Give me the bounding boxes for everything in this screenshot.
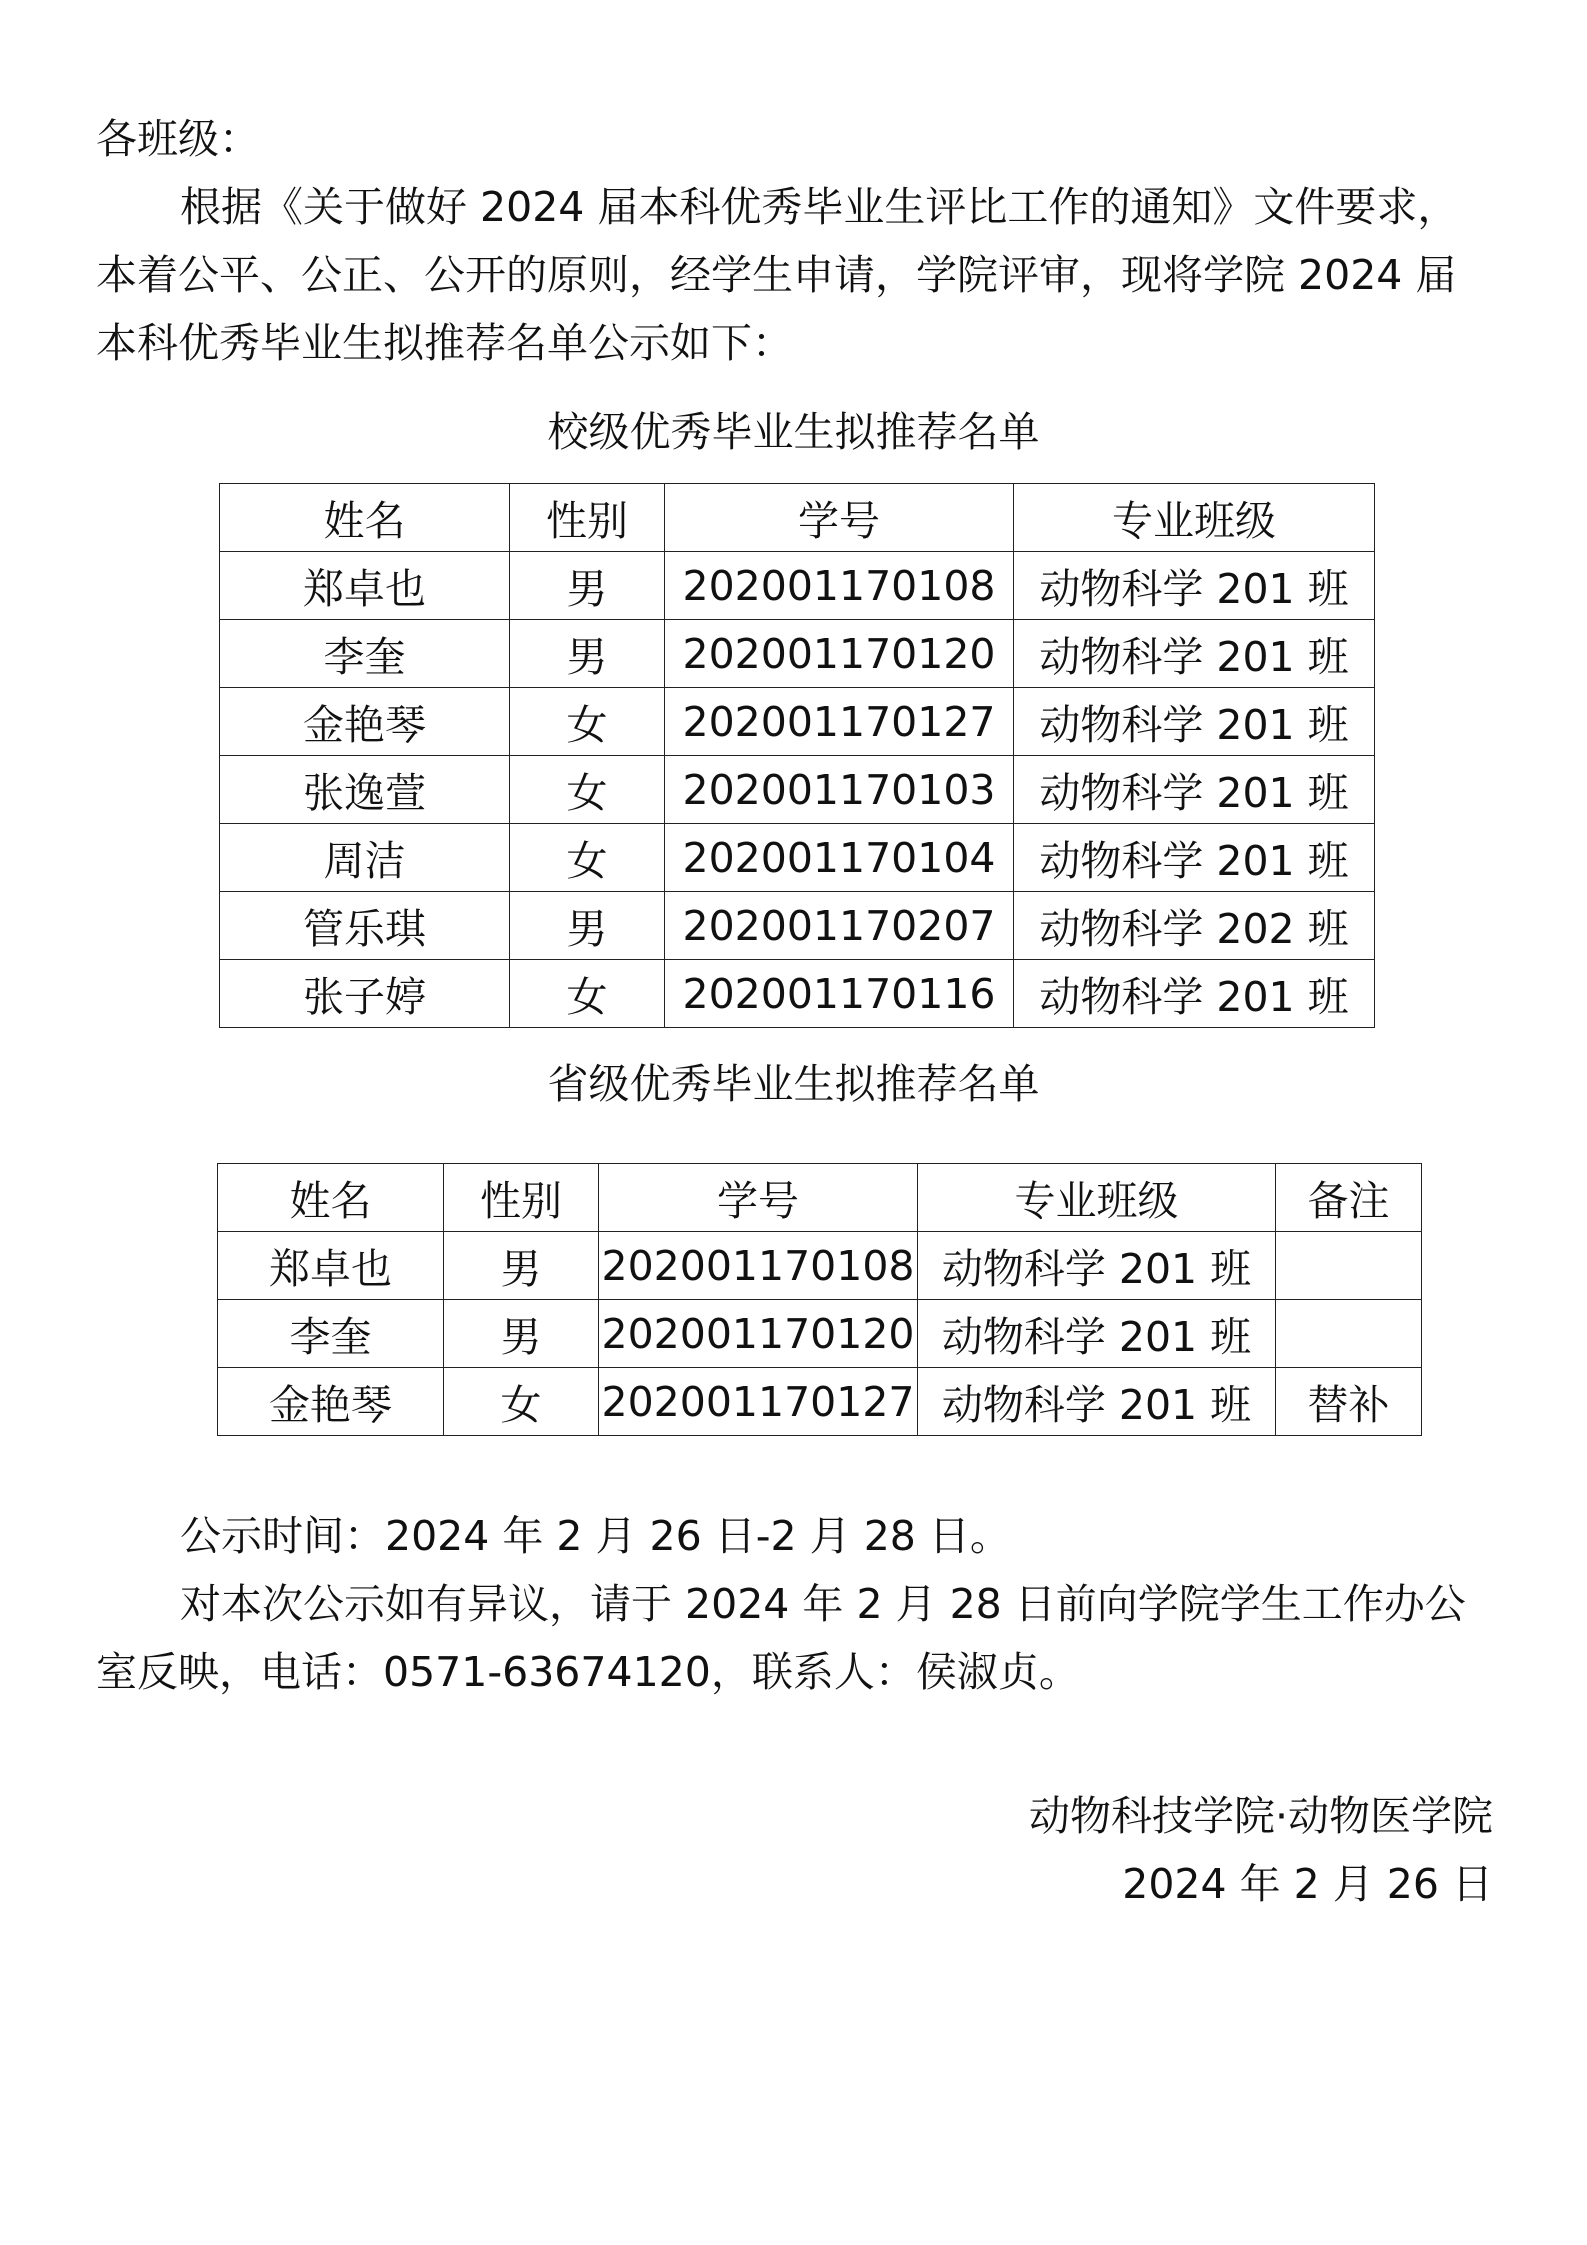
notice-time-text: 公示时间：2024 年 2 月 26 日-2 月 28 日。 xyxy=(180,1512,1011,1560)
cell-gender: 女 xyxy=(444,1368,599,1436)
table-header-row xyxy=(220,484,1375,552)
cell-student-id: 202001170127 xyxy=(599,1368,918,1436)
cell-major-class: 动物科学 201 班 xyxy=(918,1232,1276,1300)
intro-line-3: 本科优秀毕业生拟推荐名单公示如下： xyxy=(96,319,793,367)
table-row xyxy=(220,960,1375,1028)
cell-major-class: 动物科学 201 班 xyxy=(1014,620,1375,688)
signature-date: 2024 年 2 月 26 日 xyxy=(1122,1860,1493,1908)
intro-line-1: 根据《关于做好 2024 届本科优秀毕业生评比工作的通知》文件要求， xyxy=(180,183,1459,231)
cell-major-class: 动物科学 201 班 xyxy=(918,1368,1276,1436)
table-row xyxy=(218,1300,1422,1368)
signature-org: 动物科技学院·动物医学院 xyxy=(1028,1792,1493,1840)
notice-time xyxy=(96,1502,1496,1570)
cell-major-class: 动物科学 201 班 xyxy=(1014,824,1375,892)
cell-student-id: 202001170104 xyxy=(665,824,1014,892)
table-row xyxy=(218,1368,1422,1436)
cell-student-id: 202001170116 xyxy=(665,960,1014,1028)
cell-gender: 男 xyxy=(444,1300,599,1368)
cell-name: 李奎 xyxy=(220,620,510,688)
table-row xyxy=(220,620,1375,688)
header-name: 姓名 xyxy=(220,484,510,552)
cell-name: 张子婷 xyxy=(220,960,510,1028)
table-row xyxy=(220,688,1375,756)
cell-student-id: 202001170108 xyxy=(599,1232,918,1300)
notice-objection-line-1: 对本次公示如有异议，请于 2024 年 2 月 28 日前向学院学生工作办公 xyxy=(180,1580,1466,1628)
cell-gender: 男 xyxy=(510,620,665,688)
table-row xyxy=(220,552,1375,620)
cell-name: 张逸萱 xyxy=(220,756,510,824)
header-major-class: 专业班级 xyxy=(918,1164,1276,1232)
cell-gender: 女 xyxy=(510,960,665,1028)
cell-name: 郑卓也 xyxy=(218,1232,444,1300)
cell-student-id: 202001170103 xyxy=(665,756,1014,824)
cell-remark: 替补 xyxy=(1276,1368,1422,1436)
header-major-class: 专业班级 xyxy=(1014,484,1375,552)
table-row xyxy=(220,756,1375,824)
table-header-row xyxy=(218,1164,1422,1232)
greeting: 各班级： xyxy=(96,115,260,163)
cell-gender: 女 xyxy=(510,824,665,892)
notice-objection xyxy=(96,1570,1496,1706)
cell-major-class: 动物科学 201 班 xyxy=(1014,756,1375,824)
header-remark: 备注 xyxy=(1276,1164,1422,1232)
table-row xyxy=(220,824,1375,892)
header-student-id: 学号 xyxy=(599,1164,918,1232)
cell-major-class: 动物科学 201 班 xyxy=(1014,688,1375,756)
cell-gender: 男 xyxy=(510,552,665,620)
table-row xyxy=(218,1232,1422,1300)
cell-gender: 男 xyxy=(510,892,665,960)
cell-name: 郑卓也 xyxy=(220,552,510,620)
cell-gender: 男 xyxy=(444,1232,599,1300)
cell-name: 李奎 xyxy=(218,1300,444,1368)
school-list-table xyxy=(219,483,1375,1028)
cell-name: 周洁 xyxy=(220,824,510,892)
province-list-title: 省级优秀毕业生拟推荐名单 xyxy=(547,1060,1040,1108)
intro-line-2: 本着公平、公正、公开的原则，经学生申请，学院评审，现将学院 2024 届 xyxy=(96,251,1457,299)
header-name: 姓名 xyxy=(218,1164,444,1232)
cell-major-class: 动物科学 201 班 xyxy=(1014,552,1375,620)
cell-student-id: 202001170127 xyxy=(665,688,1014,756)
header-gender: 性别 xyxy=(444,1164,599,1232)
cell-name: 金艳琴 xyxy=(218,1368,444,1436)
school-list-title: 校级优秀毕业生拟推荐名单 xyxy=(547,408,1040,456)
cell-student-id: 202001170207 xyxy=(665,892,1014,960)
cell-gender: 女 xyxy=(510,688,665,756)
cell-gender: 女 xyxy=(510,756,665,824)
cell-major-class: 动物科学 201 班 xyxy=(918,1300,1276,1368)
cell-name: 金艳琴 xyxy=(220,688,510,756)
header-student-id: 学号 xyxy=(665,484,1014,552)
cell-major-class: 动物科学 201 班 xyxy=(1014,960,1375,1028)
cell-major-class: 动物科学 202 班 xyxy=(1014,892,1375,960)
header-gender: 性别 xyxy=(510,484,665,552)
cell-name: 管乐琪 xyxy=(220,892,510,960)
cell-remark xyxy=(1276,1300,1422,1368)
notice-objection-line-2: 室反映，电话：0571-63674120，联系人：侯淑贞。 xyxy=(96,1648,1080,1696)
cell-remark xyxy=(1276,1232,1422,1300)
province-list-table xyxy=(217,1163,1422,1436)
cell-student-id: 202001170108 xyxy=(665,552,1014,620)
table-row xyxy=(220,892,1375,960)
cell-student-id: 202001170120 xyxy=(665,620,1014,688)
intro-paragraph xyxy=(96,173,1496,377)
cell-student-id: 202001170120 xyxy=(599,1300,918,1368)
